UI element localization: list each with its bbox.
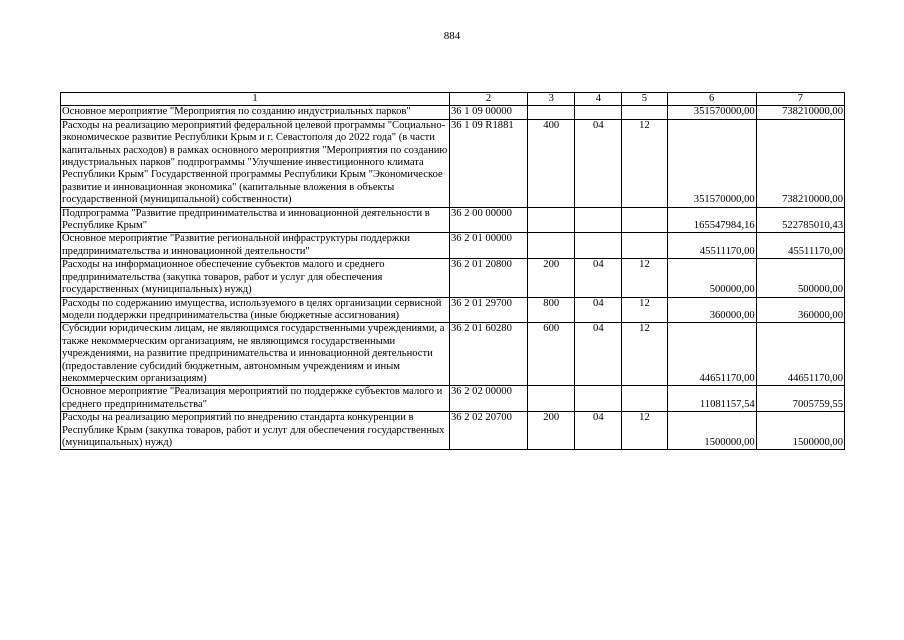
row-target-code: 36 1 09 R1881 xyxy=(449,119,527,207)
row-amount-col6: 351570000,00 xyxy=(667,119,756,207)
row-target-code: 36 1 09 00000 xyxy=(449,106,527,119)
row-description: Расходы на реализацию мероприятий федеральной целевой программы "Социально-экономическое развитие Республики Крым и г. Севастополя до 2022 года" (в части капитальных расходов) в рамках основного мероприятия "Мероприятия по созданию индустриальных парков" подпрограммы "Улучшение инвестиционного климата Республики Крым" Государственной программы Республики Крым "Экономическое развитие и инновационная экономика" (капитальные вложения в объекты государственной (муниципальной) собственности) xyxy=(61,119,450,207)
row-expense-type: 200 xyxy=(528,259,575,297)
header-cell-3: 3 xyxy=(528,93,575,106)
row-section xyxy=(575,386,622,412)
row-description: Расходы по содержанию имущества, используемого в целях организации сервисной модели поддержки предпринимательства (иные бюджетные ассигнования) xyxy=(61,297,450,323)
row-target-code: 36 2 01 29700 xyxy=(449,297,527,323)
row-section: 04 xyxy=(575,259,622,297)
row-target-code: 36 2 01 20800 xyxy=(449,259,527,297)
row-description: Расходы на информационное обеспечение субъектов малого и среднего предпринимательства (закупка товаров, работ и услуг для обеспечения государственных (муниципальных) нужд) xyxy=(61,259,450,297)
row-expense-type: 600 xyxy=(528,323,575,386)
table-row xyxy=(61,233,845,259)
row-amount-col7: 45511170,00 xyxy=(756,233,844,259)
header-row xyxy=(61,93,845,106)
table-row xyxy=(61,119,845,207)
row-section: 04 xyxy=(575,412,622,450)
row-amount-col7: 738210000,00 xyxy=(756,106,844,119)
row-expense-type xyxy=(528,233,575,259)
row-description: Субсидии юридическим лицам, не являющимся государственными учреждениями, а также некоммерческим организациям, не являющимся государственными учреждениями, на развитие предпринимательства и инновационной деятельности (предоставление субсидий бюджетным, автономным учреждениям и иным некоммерческим организациям) xyxy=(61,323,450,386)
row-description: Основное мероприятие "Развитие региональной инфраструктуры поддержки предпринимательства и инновационной деятельности" xyxy=(61,233,450,259)
row-expense-type xyxy=(528,106,575,119)
row-target-code: 36 2 00 00000 xyxy=(449,207,527,233)
row-expense-type: 400 xyxy=(528,119,575,207)
table-row xyxy=(61,412,845,450)
row-subsection: 12 xyxy=(622,412,667,450)
header-cell-4: 4 xyxy=(575,93,622,106)
row-subsection: 12 xyxy=(622,323,667,386)
row-amount-col7: 7005759,55 xyxy=(756,386,844,412)
table-row xyxy=(61,323,845,386)
row-target-code: 36 2 02 00000 xyxy=(449,386,527,412)
header-cell-6: 6 xyxy=(667,93,756,106)
header-cell-5: 5 xyxy=(622,93,667,106)
row-amount-col6: 11081157,54 xyxy=(667,386,756,412)
header-cell-1: 1 xyxy=(61,93,450,106)
row-description: Основное мероприятие "Мероприятия по созданию индустриальных парков" xyxy=(61,106,450,119)
row-description: Подпрограмма "Развитие предпринимательства и инновационной деятельности в Республике Крым" xyxy=(61,207,450,233)
row-expense-type: 200 xyxy=(528,412,575,450)
header-cell-7: 7 xyxy=(756,93,844,106)
row-section: 04 xyxy=(575,297,622,323)
row-amount-col6: 165547984,16 xyxy=(667,207,756,233)
row-amount-col6: 360000,00 xyxy=(667,297,756,323)
row-target-code: 36 2 02 20700 xyxy=(449,412,527,450)
row-subsection xyxy=(622,386,667,412)
budget-table xyxy=(60,92,845,450)
row-amount-col7: 44651170,00 xyxy=(756,323,844,386)
table-row xyxy=(61,207,845,233)
row-section: 04 xyxy=(575,119,622,207)
row-expense-type: 800 xyxy=(528,297,575,323)
row-section xyxy=(575,106,622,119)
row-amount-col7: 1500000,00 xyxy=(756,412,844,450)
row-subsection: 12 xyxy=(622,119,667,207)
page-number: 884 xyxy=(443,30,461,42)
row-section xyxy=(575,207,622,233)
row-target-code: 36 2 01 00000 xyxy=(449,233,527,259)
row-expense-type xyxy=(528,386,575,412)
row-section: 04 xyxy=(575,323,622,386)
row-subsection: 12 xyxy=(622,259,667,297)
table-row xyxy=(61,297,845,323)
row-section xyxy=(575,233,622,259)
row-subsection xyxy=(622,207,667,233)
row-amount-col6: 351570000,00 xyxy=(667,106,756,119)
row-amount-col6: 1500000,00 xyxy=(667,412,756,450)
row-amount-col6: 45511170,00 xyxy=(667,233,756,259)
table-row xyxy=(61,106,845,119)
row-subsection: 12 xyxy=(622,297,667,323)
row-expense-type xyxy=(528,207,575,233)
table-row xyxy=(61,386,845,412)
row-amount-col7: 360000,00 xyxy=(756,297,844,323)
row-amount-col7: 738210000,00 xyxy=(756,119,844,207)
header-cell-2: 2 xyxy=(449,93,527,106)
row-target-code: 36 2 01 60280 xyxy=(449,323,527,386)
row-amount-col6: 44651170,00 xyxy=(667,323,756,386)
row-description: Расходы на реализацию мероприятий по внедрению стандарта конкуренции в Республике Крым (закупка товаров, работ и услуг для обеспечения государственных (муниципальных) нужд) xyxy=(61,412,450,450)
row-subsection xyxy=(622,233,667,259)
row-amount-col6: 500000,00 xyxy=(667,259,756,297)
row-amount-col7: 500000,00 xyxy=(756,259,844,297)
row-amount-col7: 522785010,43 xyxy=(756,207,844,233)
row-subsection xyxy=(622,106,667,119)
row-description: Основное мероприятие "Реализация мероприятий по поддержке субъектов малого и среднего предпринимательства" xyxy=(61,386,450,412)
table-row xyxy=(61,259,845,297)
